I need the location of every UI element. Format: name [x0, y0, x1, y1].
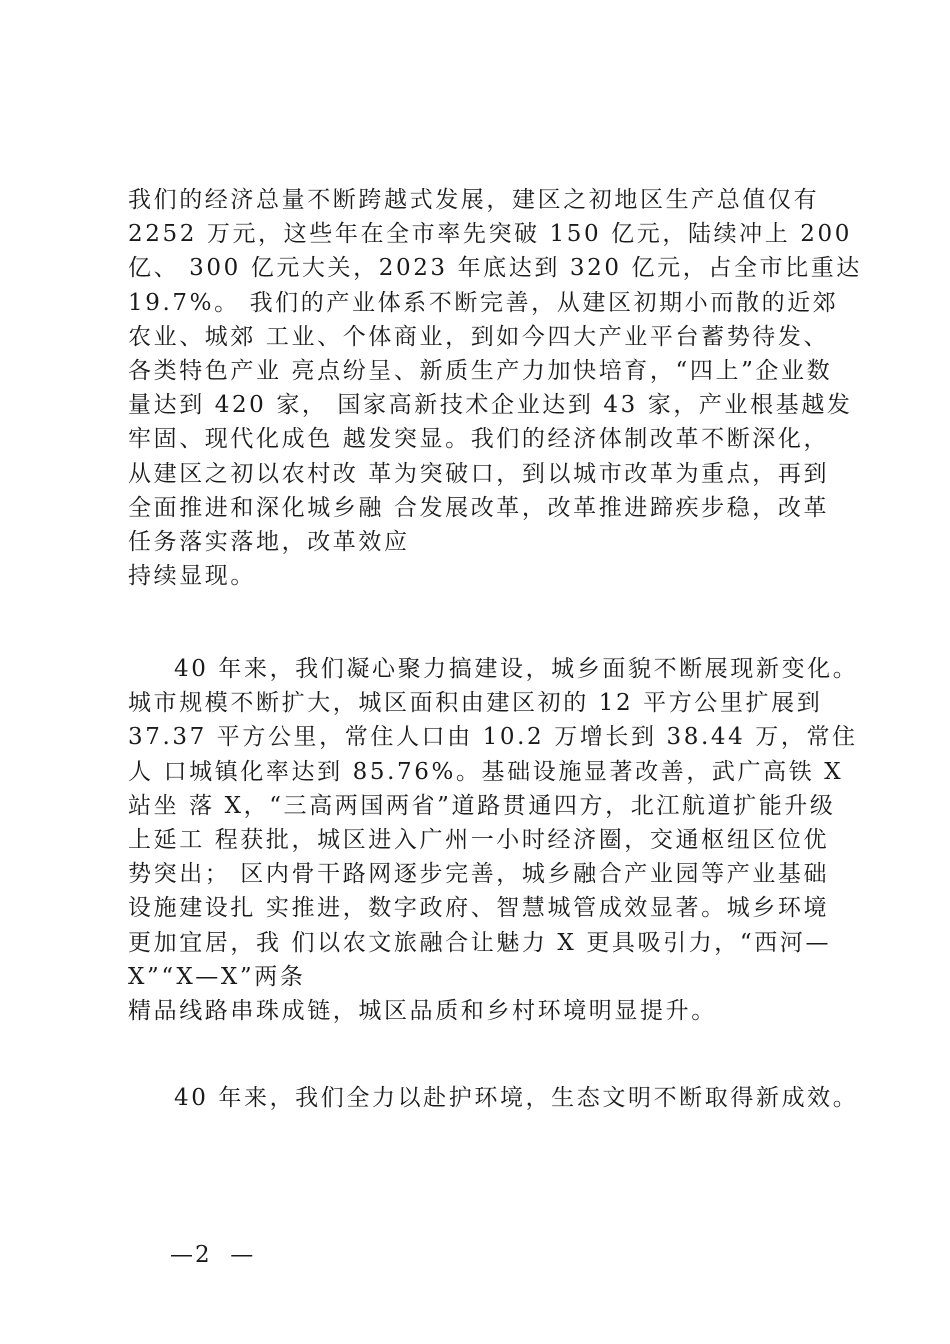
text-line: 更加宜居，我 们以农文旅融合让魅力 X 更具吸引力，“西河—: [128, 929, 832, 956]
paragraph-economy: [128, 183, 862, 593]
text-line: 牢固、现代化成色 越发突显。我们的经济体制改革不断深化，: [128, 426, 830, 453]
text-line: 各类特色产业 亮点纷呈、新质生产力加快培育，“四上”企业数: [128, 358, 833, 385]
text-line: 全面推进和深化城乡融 合发展改革，改革推进蹄疾步稳，改革: [128, 494, 830, 521]
paragraph-construction: [128, 652, 859, 1028]
text-line: 19.7%。 我们的产业体系不断完善，从建区初期小而散的近郊: [128, 289, 839, 316]
text-line: 40 年来，我们全力以赴护环境，生态文明不断取得新成效。: [174, 1085, 859, 1111]
text-line: X”“X—X”两条: [128, 963, 306, 990]
text-line: 37.37 平方公里，常住人口由 10.2 万增长到 38.44 万，常住: [128, 724, 858, 751]
text-line: 量达到 420 家， 国家高新技术企业达到 43 家，产业根基越发: [128, 392, 853, 419]
text-line: 持续显现。: [128, 563, 256, 590]
text-line: 设施建设扎 实推进，数字政府、智慧城管成效显著。城乡环境: [128, 895, 830, 922]
text-line: 站坐 落 X，“三高两国两省”道路贯通四方，北江航道扩能升级: [128, 792, 836, 819]
text-line: 势突出； 区内骨干路网逐步完善，城乡融合产业园等产业基础: [128, 861, 830, 888]
text-line: 2252 万元，这些年在全市率先突破 150 亿元，陆续冲上 200: [128, 221, 852, 248]
text-line: 精品线路串珠成链，城区品质和乡村环境明显提升。: [128, 998, 717, 1025]
text-line: 40 年来，我们凝心聚力搞建设，城乡面貌不断展现新变化。: [174, 656, 859, 682]
text-line: 上延工 程获批，城区进入广州一小时经济圈，交通枢纽区位优: [128, 827, 830, 854]
text-line: 我们的经济总量不断跨越式发展，建区之初地区生产总值仅有: [128, 187, 820, 213]
text-line: 任务落实落地，改革效应: [128, 529, 410, 556]
page-number: —2 —: [170, 1242, 256, 1268]
text-line: 人 口城镇化率达到 85.76%。基础设施显著改善，武广高铁 X: [128, 758, 844, 785]
text-line: 农业、城郊 工业、个体商业，到如今四大产业平台蓄势待发、: [128, 323, 830, 350]
text-line: 亿、 300 亿元大关，2023 年底达到 320 亿元，占全市比重达: [128, 255, 862, 282]
text-line: 城市规模不断扩大，城区面积由建区初的 12 平方公里扩展到: [128, 690, 823, 717]
paragraph-ecology: [128, 1081, 859, 1115]
text-line: 从建区之初以农村改 革为突破口，到以城市改革为重点，再到: [128, 460, 830, 487]
